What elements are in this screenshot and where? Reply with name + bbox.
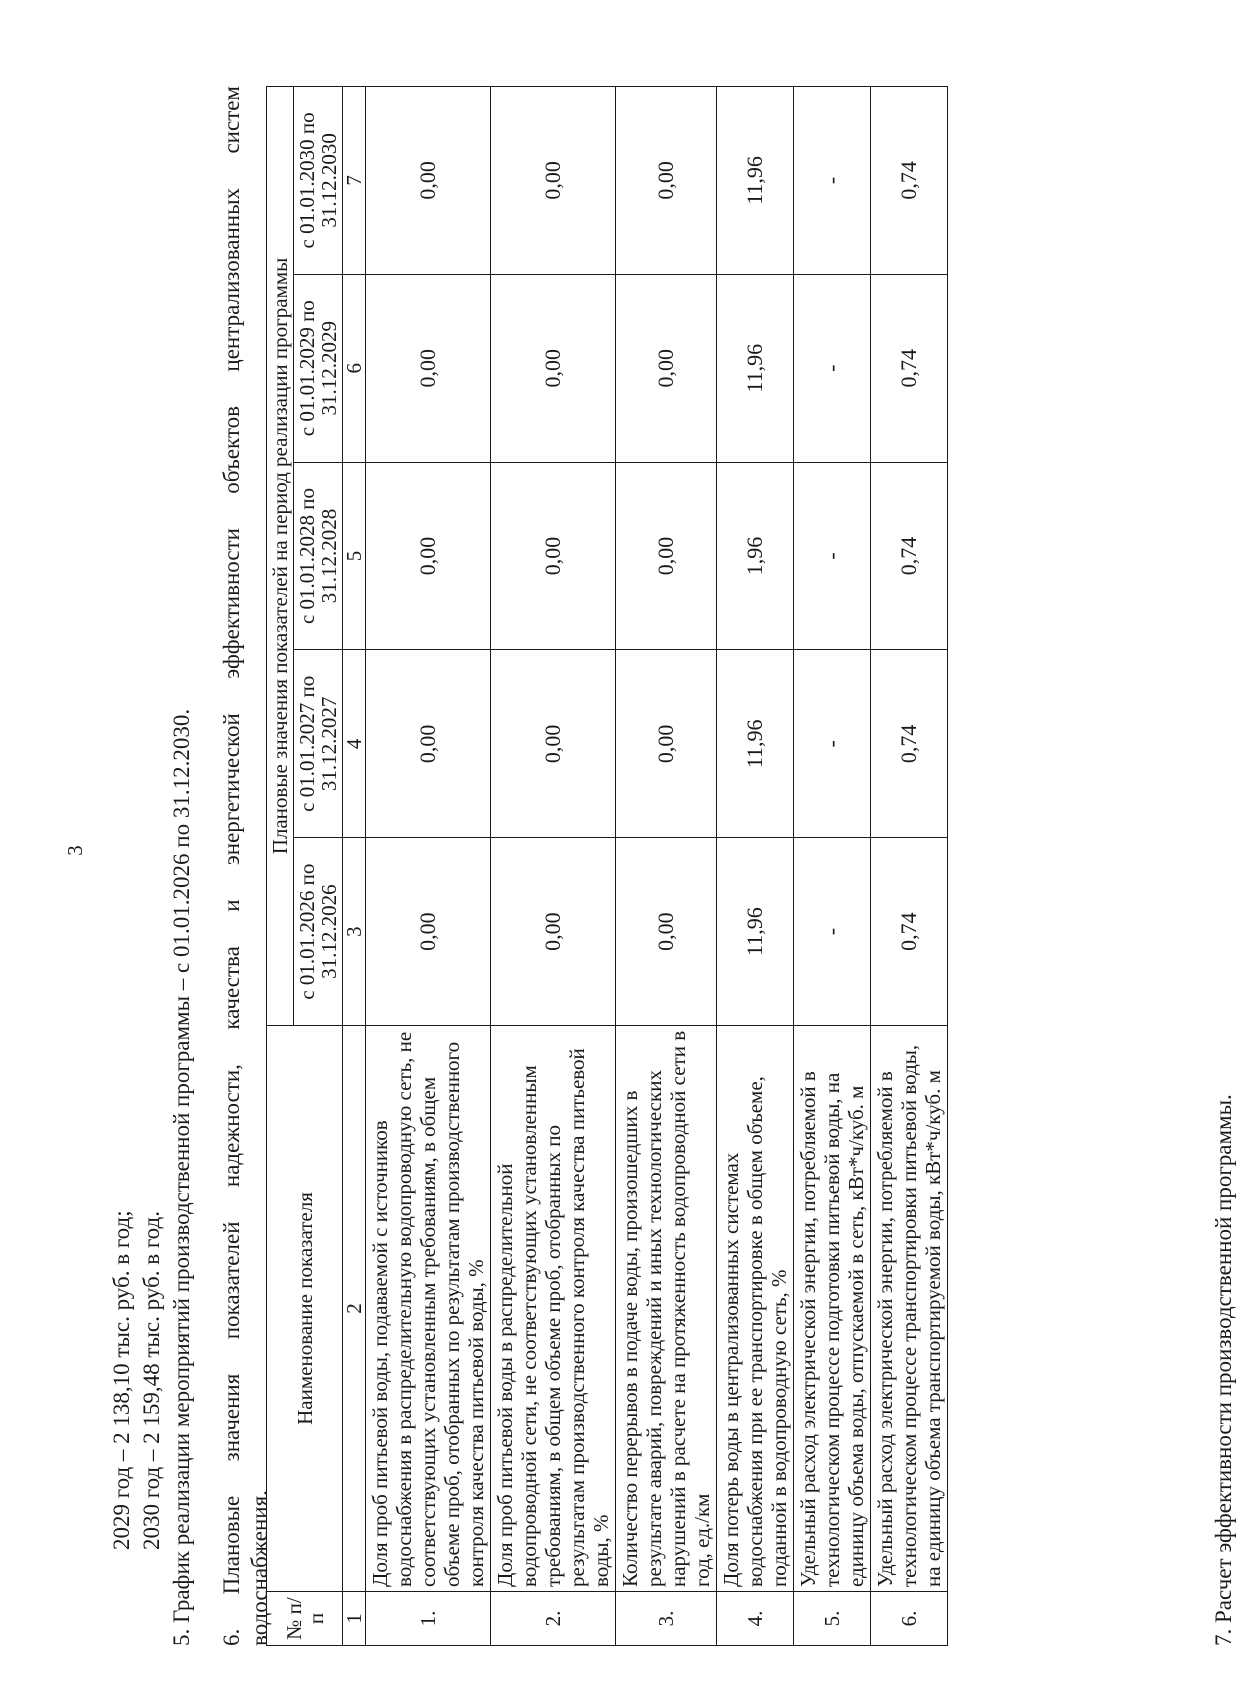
header-period-2030: с 01.01.2030 по 31.12.2030 xyxy=(294,87,343,275)
value-2030: 0,00 xyxy=(491,87,616,275)
value-2029: - xyxy=(794,274,871,462)
column-index: 7 xyxy=(343,87,366,275)
column-index: 1 xyxy=(343,1592,366,1646)
indicators-table xyxy=(266,86,948,1646)
value-2030: 0,00 xyxy=(616,87,717,275)
column-index: 6 xyxy=(343,274,366,462)
row-number: 1. xyxy=(366,1592,491,1646)
header-period-2028: с 01.01.2028 по 31.12.2028 xyxy=(294,462,343,650)
row-number: 3. xyxy=(616,1592,717,1646)
page-number: 3 xyxy=(62,845,87,856)
rotated-page-content xyxy=(108,60,1236,1660)
header-period-2027: с 01.01.2027 по 31.12.2027 xyxy=(294,650,343,838)
value-2027: 0,00 xyxy=(366,650,491,838)
column-index: 2 xyxy=(343,1026,366,1592)
indicator-name: Удельный расход электрической энергии, потребляемой в технологическом процессе подготовки питьевой воды, на единицу объема воды, отпускаемой в сеть, кВт*ч/куб. м xyxy=(794,1026,871,1592)
header-number: № п/п xyxy=(267,1592,343,1646)
text-section-6-heading: 6. Плановые значения показателей надежности, качества и энергетической эффективности объектов централизованных систем xyxy=(219,86,244,1646)
row-number: 2. xyxy=(491,1592,616,1646)
row-number: 6. xyxy=(871,1592,948,1646)
value-2030: 11,96 xyxy=(717,87,794,275)
value-2026: 0,00 xyxy=(616,838,717,1026)
value-2028: 1,96 xyxy=(717,462,794,650)
table-row xyxy=(491,87,616,1646)
indicator-name: Доля проб питьевой воды в распределительной водопроводной сети, не соответствующих установленным требованиям, в общем объеме проб, отобранных по результатам производственного контроля качества питьевой воды, % xyxy=(491,1026,616,1592)
text-section-6-heading-cont: водоснабжения. xyxy=(247,1490,272,1646)
text-year-2029: 2029 год – 2 138,10 тыс. руб. в год; xyxy=(109,1210,134,1550)
table-row xyxy=(871,87,948,1646)
column-index: 3 xyxy=(343,838,366,1026)
value-2030: 0,74 xyxy=(871,87,948,275)
value-2028: 0,00 xyxy=(366,462,491,650)
value-2026: 0,74 xyxy=(871,838,948,1026)
header-period-2026: с 01.01.2026 по 31.12.2026 xyxy=(294,838,343,1026)
value-2027: 0,00 xyxy=(491,650,616,838)
table-row xyxy=(366,87,491,1646)
indicator-name: Количество перерывов в подаче воды, произошедших в результате аварий, повреждений и иных технологических нарушений в расчете на протяженность водопроводной сети в год, ед./км xyxy=(616,1026,717,1592)
text-section-5: 5. График реализации мероприятий производственной программы – с 01.01.2026 по 31.12.2030. xyxy=(169,708,194,1646)
header-period-2029: с 01.01.2029 по 31.12.2029 xyxy=(294,274,343,462)
value-2027: 11,96 xyxy=(717,650,794,838)
value-2030: - xyxy=(794,87,871,275)
indicator-name: Удельный расход электрической энергии, потребляемой в технологическом процессе транспортировки питьевой воды, на единицу объема транспортируемой воды, кВт*ч/куб. м xyxy=(871,1026,948,1592)
value-2028: - xyxy=(794,462,871,650)
value-2026: 0,00 xyxy=(366,838,491,1026)
text-section-7: 7. Расчет эффективности производственной программы. xyxy=(1211,1094,1236,1646)
value-2029: 0,00 xyxy=(491,274,616,462)
value-2028: 0,00 xyxy=(491,462,616,650)
value-2028: 0,00 xyxy=(616,462,717,650)
header-planned-values: Плановые значения показателей на период реализации программы xyxy=(267,87,294,1026)
value-2026: 11,96 xyxy=(717,838,794,1026)
value-2029: 0,00 xyxy=(616,274,717,462)
value-2030: 0,00 xyxy=(366,87,491,275)
table-row xyxy=(616,87,717,1646)
value-2027: - xyxy=(794,650,871,838)
row-number: 5. xyxy=(794,1592,871,1646)
table-row xyxy=(794,87,871,1646)
column-index: 4 xyxy=(343,650,366,838)
value-2028: 0,74 xyxy=(871,462,948,650)
value-2027: 0,00 xyxy=(616,650,717,838)
value-2026: - xyxy=(794,838,871,1026)
table-row xyxy=(717,87,794,1646)
value-2029: 11,96 xyxy=(717,274,794,462)
text-year-2030: 2030 год – 2 159,48 тыс. руб. в год. xyxy=(139,1211,164,1550)
indicator-name: Доля проб питьевой воды, подаваемой с источников водоснабжения в распределительную водопроводную сеть, не соответствующих установленным требованиям, в общем объеме проб, отобранных по результатам производственного контроля качества питьевой воды, % xyxy=(366,1026,491,1592)
row-number: 4. xyxy=(717,1592,794,1646)
indicator-name: Доля потерь воды в централизованных системах водоснабжения при ее транспортировке в общем объеме, поданной в водопроводную сеть, % xyxy=(717,1026,794,1592)
value-2027: 0,74 xyxy=(871,650,948,838)
value-2029: 0,00 xyxy=(366,274,491,462)
column-index: 5 xyxy=(343,462,366,650)
header-indicator-name: Наименование показателя xyxy=(267,1026,343,1592)
value-2029: 0,74 xyxy=(871,274,948,462)
value-2026: 0,00 xyxy=(491,838,616,1026)
